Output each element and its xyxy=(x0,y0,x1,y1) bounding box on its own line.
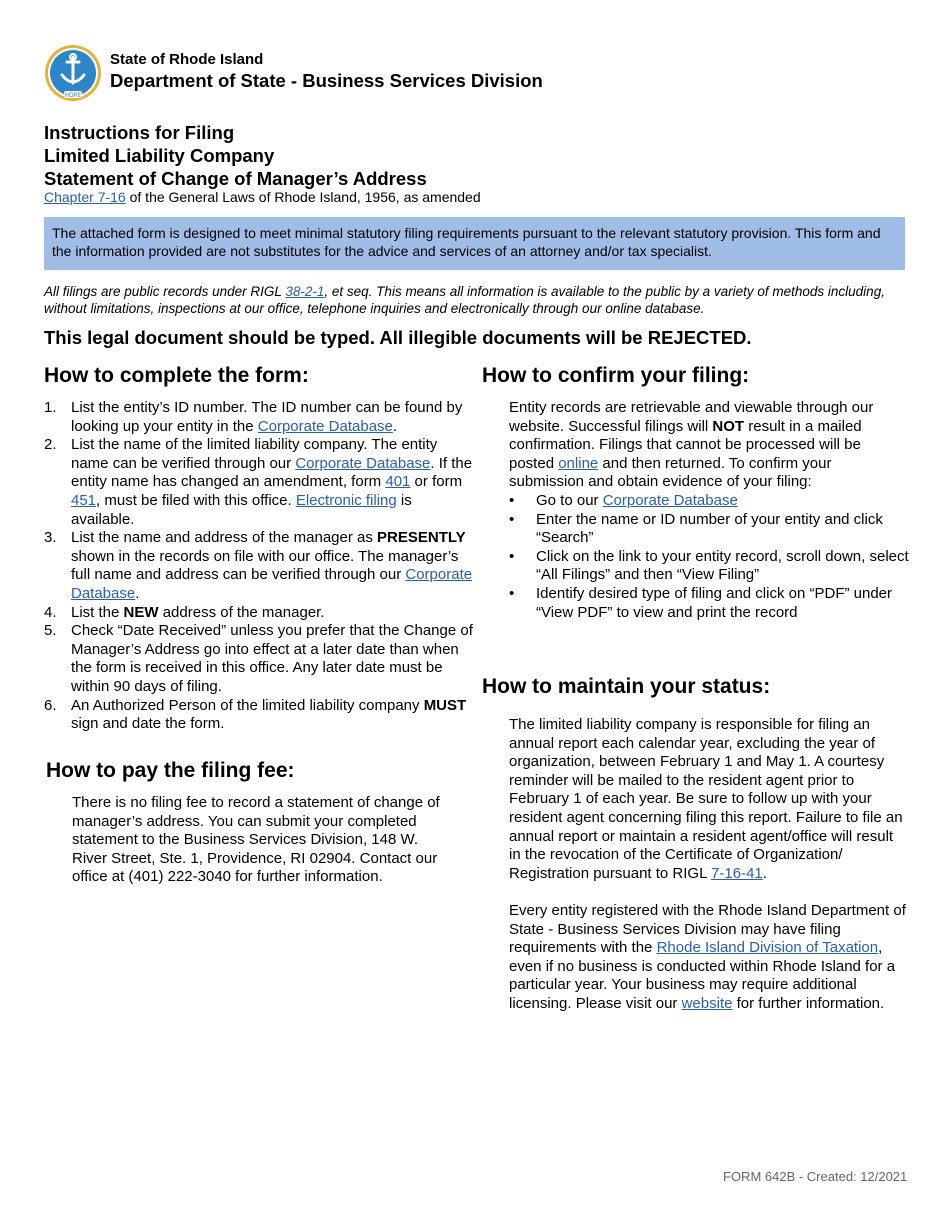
online-link[interactable]: online xyxy=(558,454,599,472)
confirm-steps-list xyxy=(509,492,909,622)
list-item: 2. List the name of the limited liability company. The entity name can be verified through our Corporate Database. If the entity name has changed an amendment, form 401 or form 451, must be filed with this office. Electronic filing is available. xyxy=(44,436,473,528)
section-heading-confirm: How to confirm your filing: xyxy=(482,364,750,387)
svg-text:HOPE: HOPE xyxy=(64,93,82,99)
state-seal-logo xyxy=(44,44,102,102)
state-name: State of Rhode Island xyxy=(110,51,264,68)
page-title-line-1: Instructions for Filing xyxy=(44,122,235,143)
typed-document-warning: This legal document should be typed. All illegible documents will be REJECTED. xyxy=(44,327,752,348)
corporate-database-link[interactable]: Corporate Database xyxy=(602,492,738,509)
rigl-7-16-41-link[interactable]: 7-16-41 xyxy=(711,864,763,882)
annual-report-paragraph: The limited liability company is responsible for filing an annual report each calendar year, excluding the year of organization, between February 1 and May 1. A courtesy reminder will be mailed to the resident agent prior to February 1 of each year. Be sure to follow up with your resident agent concerning filing this report. Failure to file an annual report or maintain a resident agent/office will result in the revocation of the Certificate of Organization/ Registration pursuant to RIGL 7-16-41. xyxy=(509,716,903,882)
section-heading-maintain: How to maintain your status: xyxy=(482,675,771,698)
form-451-link[interactable]: 451 xyxy=(71,491,97,509)
list-item: 1. List the entity’s ID number. The ID number can be found by looking up your entity in the Corporate Database. xyxy=(44,399,463,435)
section-heading-fee: How to pay the filing fee: xyxy=(46,759,295,782)
page-title-line-3: Statement of Change of Manager’s Address xyxy=(44,168,427,189)
list-item: 6. An Authorized Person of the limited liability company MUST sign and date the form. xyxy=(44,696,467,733)
division-of-taxation-link[interactable]: Rhode Island Division of Taxation xyxy=(656,939,879,957)
corporate-database-link[interactable]: Corporate Database xyxy=(71,566,473,602)
form-footer: FORM 642B - Created: 12/2021 xyxy=(723,1169,908,1184)
fee-paragraph: There is no filing fee to record a statement of change of manager’s address. You can submit your completed statement to the Business Services Division, 148 W. River Street, Ste. 1, Providence, RI 02904. Contact our office at (401) 222-3040 for further information. xyxy=(72,794,440,886)
corporate-database-link[interactable]: Corporate Database xyxy=(295,454,431,472)
list-item: 4. List the NEW address of the manager. xyxy=(44,603,325,621)
disclaimer-notice: The attached form is designed to meet minimal statutory filing requirements pursuant to the relevant statutory provision. This form and the information provided are not substitutes for the advice and services of an attorney and/or tax specialist. xyxy=(44,217,905,270)
website-link[interactable]: website xyxy=(681,994,733,1012)
anchor-seal-icon xyxy=(44,44,102,102)
section-heading-complete: How to complete the form: xyxy=(44,364,309,387)
rigl-38-2-1-link[interactable]: 38-2-1 xyxy=(285,284,325,299)
page-title-line-2: Limited Liability Company xyxy=(44,145,275,166)
public-records-statement: All filings are public records under RIGL 38-2-1, et seq. This means all information is available to the public by a variety of methods including, without limitations, inspections at our office, telephone inquiries and electronically through our online database. xyxy=(44,284,885,316)
list-item: 5. Check “Date Received” unless you prefer that the Change of Manager’s Address go into effect at a later date than when the form is received in this office. Any later date must be within 90 days of filing. xyxy=(44,622,473,695)
form-401-link[interactable]: 401 xyxy=(385,473,411,491)
list-item: • Go to our Corporate Database xyxy=(509,492,738,509)
chapter-link[interactable]: Chapter 7-16 xyxy=(44,189,126,205)
electronic-filing-link[interactable]: Electronic filing xyxy=(295,491,397,509)
taxation-paragraph: Every entity registered with the Rhode Island Department of State - Business Services Division may have filing requirements with the Rhode Island Division of Taxation, even if no business is conducted within Rhode Island for a particular year. Your business may require additional licensing. Please visit our website for further information. xyxy=(509,902,906,1012)
instruction-steps-list xyxy=(44,399,474,734)
department-name: Department of State - Business Services Division xyxy=(110,70,543,91)
confirm-paragraph: Entity records are retrievable and viewable through our website. Successful filings will NOT result in a mailed confirmation. Filings that cannot be processed will be posted online and then returned. To confirm your submission and obtain evidence of your filing: xyxy=(509,399,874,491)
list-item: • Identify desired type of filing and click on “PDF” under “View PDF” to view and print the record xyxy=(509,584,893,621)
corporate-database-link[interactable]: Corporate Database xyxy=(257,417,393,435)
list-item: 3. List the name and address of the manager as PRESENTLY shown in the records on file with our office. The manager’s full name and address can be verified through our Corporate Database. xyxy=(44,529,473,602)
list-item: • Enter the name or ID number of your entity and click “Search” xyxy=(509,510,883,547)
list-item: • Click on the link to your entity record, scroll down, select “All Filings” and then “View Filing” xyxy=(509,547,909,584)
statute-reference: Chapter 7-16 of the General Laws of Rhode Island, 1956, as amended xyxy=(44,189,481,205)
